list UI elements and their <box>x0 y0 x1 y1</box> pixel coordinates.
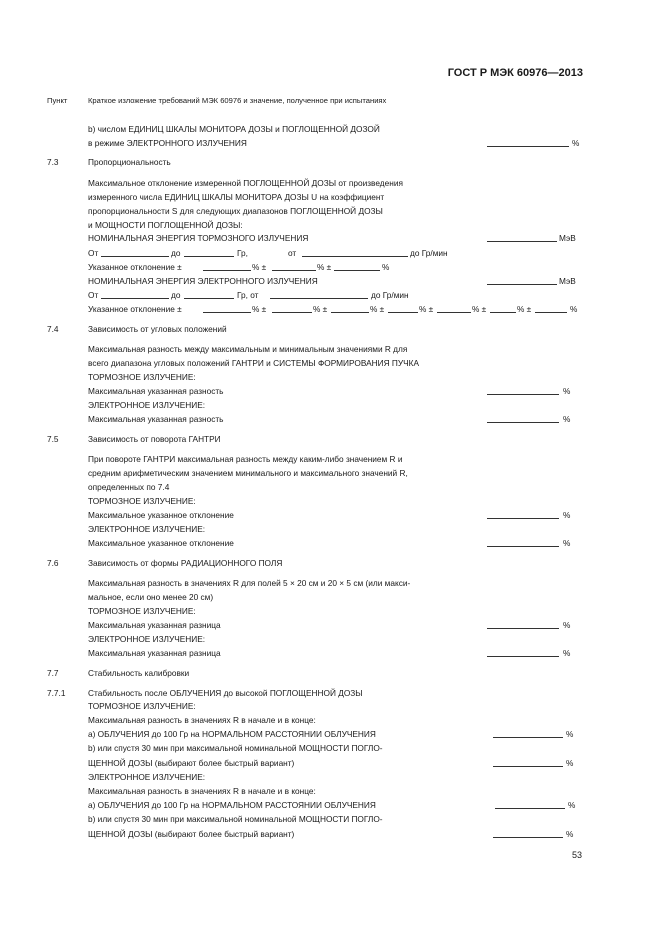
answer-blank[interactable] <box>487 422 559 423</box>
to-label: до <box>171 248 181 258</box>
column-header-item: Пункт <box>47 96 68 105</box>
unit-label: % <box>563 648 571 658</box>
deviation-blank[interactable] <box>334 270 380 271</box>
pct: % <box>382 262 390 272</box>
unit-label: % <box>566 729 574 739</box>
deviation-blank[interactable] <box>203 270 251 271</box>
paragraph-line: При повороте ГАНТРИ максимальная разность между каким-либо значением R и <box>88 454 403 464</box>
answer-blank[interactable] <box>487 628 559 629</box>
deviation-blank[interactable] <box>272 312 312 313</box>
section-number-7-5: 7.5 <box>47 434 59 444</box>
pct-pm: % ± <box>370 304 385 314</box>
pct-pm: % ± <box>317 262 332 272</box>
option-a: a) ОБЛУЧЕНИЯ до 100 Гр на НОРМАЛЬНОМ РАССТОЯНИИ ОБЛУЧЕНИЯ <box>88 800 376 810</box>
to-dose-blank[interactable] <box>184 298 234 299</box>
rate-blank[interactable] <box>270 298 368 299</box>
row-label: Максимальная указанная разница <box>88 620 221 630</box>
unit-label: % <box>566 758 574 768</box>
answer-blank[interactable] <box>493 766 563 767</box>
row-label: Максимальная указанная разность <box>88 414 224 424</box>
row-label: Максимальная указанная разность <box>88 386 224 396</box>
to-label: до <box>171 290 181 300</box>
bremsstrahlung-energy-label: НОМИНАЛЬНАЯ ЭНЕРГИЯ ТОРМОЗНОГО ИЗЛУЧЕНИЯ <box>88 233 309 243</box>
answer-blank[interactable] <box>495 808 565 809</box>
gy-from-label: Гр, от <box>237 290 259 300</box>
electron-label: ЭЛЕКТРОННОЕ ИЗЛУЧЕНИЕ: <box>88 634 206 644</box>
pct-pm: % ± <box>419 304 434 314</box>
bremsstrahlung-label: ТОРМОЗНОЕ ИЗЛУЧЕНИЕ: <box>88 701 196 711</box>
electron-label: ЭЛЕКТРОННОЕ ИЗЛУЧЕНИЕ: <box>88 400 206 410</box>
section-title-7-3: Пропорциональность <box>88 157 171 167</box>
option-b-line2: ЩЕННОЙ ДОЗЫ (выбирают более быстрый вариант) <box>88 758 295 768</box>
pct: % <box>570 304 578 314</box>
paragraph-line: пропорциональности S для следующих диапазонов ПОГЛОЩЕННОЙ ДОЗЫ <box>88 206 383 216</box>
from-label: От <box>88 248 99 258</box>
column-header-description: Краткое изложение требований МЭК 60976 и значение, полученное при испытаниях <box>88 96 387 105</box>
section-title-7-5: Зависимость от поворота ГАНТРИ <box>88 434 221 444</box>
paragraph-line: определенных по 7.4 <box>88 482 170 492</box>
deviation-blank[interactable] <box>437 312 471 313</box>
paragraph-line: Максимальное отклонение измеренной ПОГЛОЩЕННОЙ ДОЗЫ от произведения <box>88 178 403 188</box>
electron-label: ЭЛЕКТРОННОЕ ИЗЛУЧЕНИЕ: <box>88 772 206 782</box>
pct-pm: % ± <box>252 304 267 314</box>
section-title-7-6: Зависимость от формы РАДИАЦИОННОГО ПОЛЯ <box>88 558 283 568</box>
unit-label: % <box>563 510 571 520</box>
paragraph-line: всего диапазона угловых положений ГАНТРИ и СИСТЕМЫ ФОРМИРОВАНИЯ ПУЧКА <box>88 358 420 368</box>
to-rate-label: до Гр/мин <box>410 248 448 258</box>
answer-blank[interactable] <box>487 394 559 395</box>
unit-label: % <box>563 620 571 630</box>
to-dose-blank[interactable] <box>184 256 234 257</box>
paragraph-line: средним арифметическим значением минимального и максимального значений R, <box>88 468 408 478</box>
unit-label: % <box>563 414 571 424</box>
rate-blank[interactable] <box>302 256 408 257</box>
answer-blank[interactable] <box>487 146 569 147</box>
bremsstrahlung-label: ТОРМОЗНОЕ ИЗЛУЧЕНИЕ: <box>88 496 196 506</box>
from-rate-label: от <box>288 248 297 258</box>
option-b-line2: ЩЕННОЙ ДОЗЫ (выбирают более быстрый вариант) <box>88 829 295 839</box>
from-dose-blank[interactable] <box>101 256 169 257</box>
bremsstrahlung-label: ТОРМОЗНОЕ ИЗЛУЧЕНИЕ: <box>88 372 196 382</box>
section-number-7-7-1: 7.7.1 <box>47 688 66 698</box>
deviation-label: Указанное отклонение ± <box>88 304 182 314</box>
answer-blank[interactable] <box>493 837 563 838</box>
to-rate-label: до Гр/мин <box>371 290 409 300</box>
deviation-blank[interactable] <box>272 270 316 271</box>
section-number-7-3: 7.3 <box>47 157 59 167</box>
intro-b-line1: b) числом ЕДИНИЦ ШКАЛЫ МОНИТОРА ДОЗЫ и ПОГЛОЩЕННОЙ ДОЗОЙ <box>88 124 380 134</box>
energy-blank[interactable] <box>487 284 557 285</box>
section-title-7-7: Стабильность калибровки <box>88 668 190 678</box>
pct-pm: % ± <box>472 304 487 314</box>
unit-label: МэВ <box>559 233 576 243</box>
energy-blank[interactable] <box>487 241 557 242</box>
option-a: a) ОБЛУЧЕНИЯ до 100 Гр на НОРМАЛЬНОМ РАССТОЯНИИ ОБЛУЧЕНИЯ <box>88 729 376 739</box>
deviation-blank[interactable] <box>388 312 418 313</box>
diff-label: Максимальная разность в значениях R в начале и в конце: <box>88 786 316 796</box>
gy-label: Гр, <box>237 248 248 258</box>
bremsstrahlung-label: ТОРМОЗНОЕ ИЗЛУЧЕНИЕ: <box>88 606 196 616</box>
answer-blank[interactable] <box>493 737 563 738</box>
deviation-label: Указанное отклонение ± <box>88 262 182 272</box>
electron-label: ЭЛЕКТРОННОЕ ИЗЛУЧЕНИЕ: <box>88 524 206 534</box>
section-title-7-4: Зависимость от угловых положений <box>88 324 227 334</box>
page-number: 53 <box>572 850 583 860</box>
electron-energy-label: НОМИНАЛЬНАЯ ЭНЕРГИЯ ЭЛЕКТРОННОГО ИЗЛУЧЕНИЯ <box>88 276 318 286</box>
pct-pm: % ± <box>313 304 328 314</box>
deviation-blank[interactable] <box>535 312 567 313</box>
section-number-7-4: 7.4 <box>47 324 59 334</box>
unit-label: % <box>563 538 571 548</box>
document-title: ГОСТ Р МЭК 60976—2013 <box>447 67 583 79</box>
paragraph-line: Максимальная разность между максимальным и минимальным значениями R для <box>88 344 408 354</box>
paragraph-line: мальное, если оно менее 20 см) <box>88 592 214 602</box>
from-dose-blank[interactable] <box>101 298 169 299</box>
row-label: Максимальное указанное отклонение <box>88 538 234 548</box>
deviation-blank[interactable] <box>331 312 369 313</box>
deviation-blank[interactable] <box>203 312 251 313</box>
paragraph-line: Максимальная разность в значениях R для полей 5 × 20 см и 20 × 5 см (или макси- <box>88 578 411 588</box>
option-b-line1: b) или спустя 30 мин при максимальной номинальной МОЩНОСТИ ПОГЛО- <box>88 814 383 824</box>
row-label: Максимальное указанное отклонение <box>88 510 234 520</box>
diff-label: Максимальная разность в значениях R в начале и в конце: <box>88 715 316 725</box>
deviation-blank[interactable] <box>490 312 516 313</box>
row-label: Максимальная указанная разница <box>88 648 221 658</box>
paragraph-line: измеренного числа ЕДИНИЦ ШКАЛЫ МОНИТОРА ДОЗЫ U на коэффициент <box>88 192 385 202</box>
unit-label: МэВ <box>559 276 576 286</box>
answer-blank[interactable] <box>487 546 559 547</box>
unit-label: % <box>566 829 574 839</box>
from-label: От <box>88 290 99 300</box>
intro-b-line2: в режиме ЭЛЕКТРОННОГО ИЗЛУЧЕНИЯ <box>88 138 247 148</box>
unit-label: % <box>572 138 580 148</box>
section-number-7-6: 7.6 <box>47 558 59 568</box>
section-title-7-7-1: Стабильность после ОБЛУЧЕНИЯ до высокой ПОГЛОЩЕННОЙ ДОЗЫ <box>88 688 363 698</box>
section-number-7-7: 7.7 <box>47 668 59 678</box>
option-b-line1: b) или спустя 30 мин при максимальной номинальной МОЩНОСТИ ПОГЛО- <box>88 743 383 753</box>
answer-blank[interactable] <box>487 518 559 519</box>
paragraph-line: и МОЩНОСТИ ПОГЛОЩЕННОЙ ДОЗЫ: <box>88 220 243 230</box>
unit-label: % <box>563 386 571 396</box>
unit-label: % <box>568 800 576 810</box>
pct-pm: % ± <box>252 262 267 272</box>
answer-blank[interactable] <box>487 656 559 657</box>
pct-pm: % ± <box>517 304 532 314</box>
